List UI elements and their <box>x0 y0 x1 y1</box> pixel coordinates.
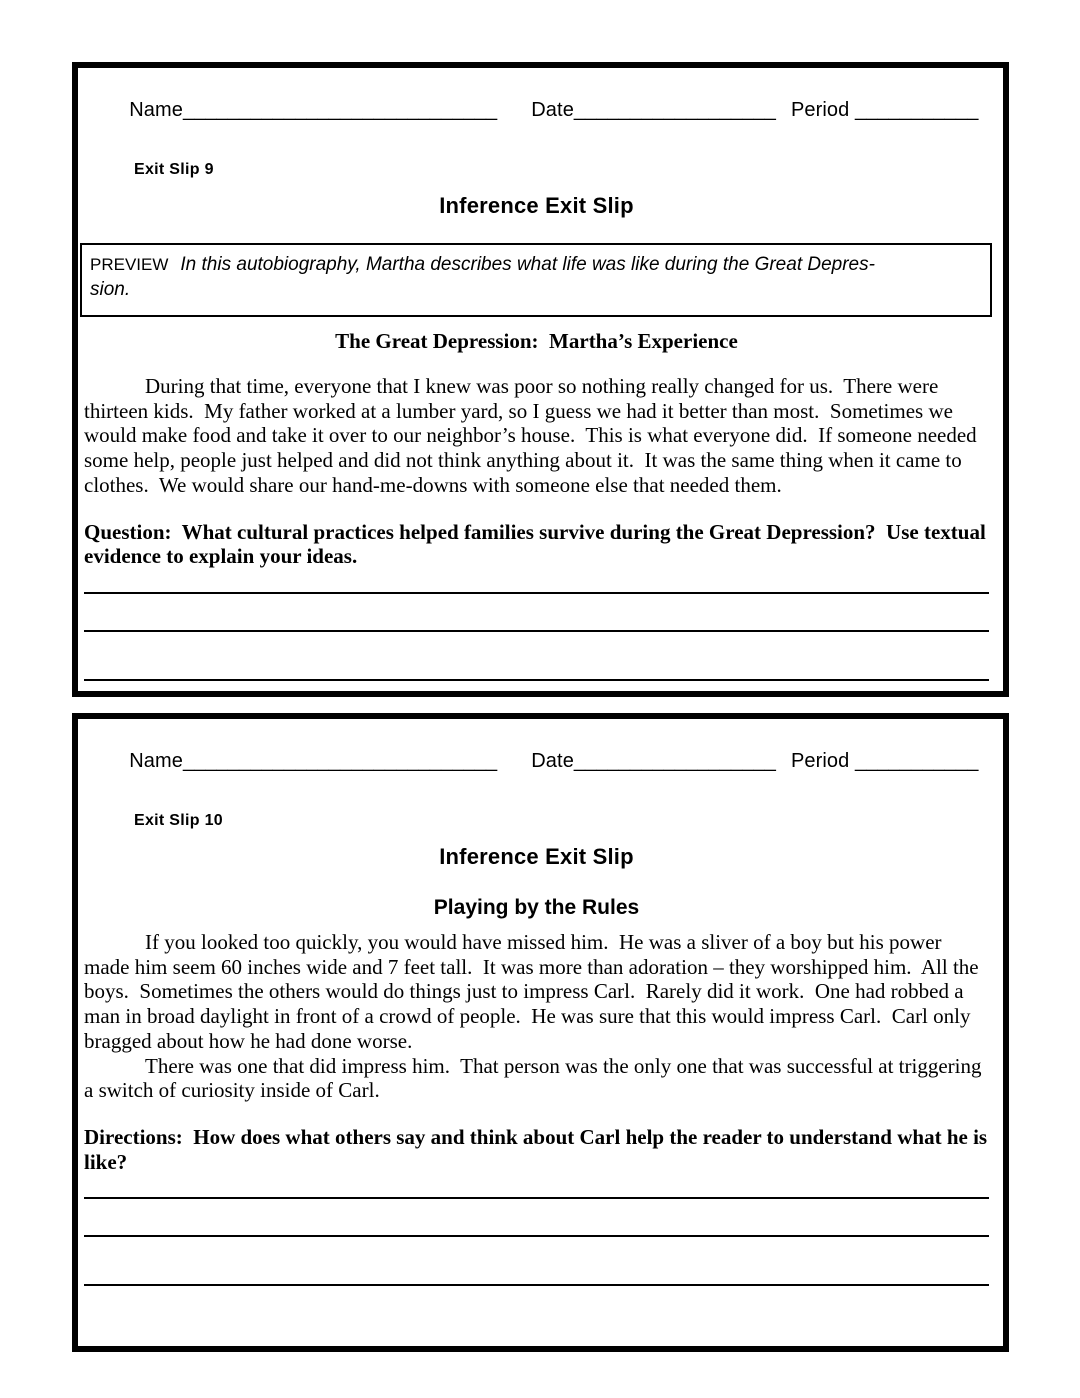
name-field <box>129 99 497 121</box>
directions-prompt: Directions: How does what others say and think about Carl help the reader to understand what he is like? <box>84 1124 993 1174</box>
preview-text-continued: sion. <box>90 279 131 300</box>
name-blank-line: ____________________________ <box>183 750 498 772</box>
exit-slip-number: Exit Slip 9 <box>134 161 214 178</box>
period-label: Period <box>790 99 856 121</box>
period-blank-line: ___________ <box>855 99 979 121</box>
answer-line <box>84 679 989 681</box>
name-blank-line: ____________________________ <box>183 99 498 121</box>
exit-slip-9-card <box>72 62 1009 697</box>
name-date-period-row <box>84 727 989 796</box>
answer-line <box>84 1197 989 1199</box>
exit-slip-number: Exit Slip 10 <box>134 812 223 829</box>
period-field <box>791 750 979 772</box>
date-label: Date <box>531 99 574 121</box>
name-label: Name <box>129 99 184 121</box>
passage-paragraph: During that time, everyone that I knew was poor so nothing really changed for us. There were thirteen kids. My father worked at a lumber yard, so I guess we had it better than most. Sometimes we would make food and take it over to our neighbor’s house. This is what everyone did. If someone needed some help, people just helped and did not think anything about it. It was the same thing when it came to clothes. We would share our hand-me-downs with someone else that needed them. <box>84 374 982 497</box>
period-label: Period <box>790 750 856 772</box>
period-blank-line: ___________ <box>855 750 979 772</box>
answer-line <box>84 592 989 594</box>
date-label: Date <box>531 750 574 772</box>
preview-label: PREVIEW <box>90 255 169 274</box>
name-date-period-row <box>84 76 989 145</box>
answer-line <box>84 630 989 632</box>
answer-line <box>84 1284 989 1286</box>
slip-title: Inference Exit Slip <box>439 844 634 869</box>
exit-slip-10-card <box>72 713 1009 1352</box>
passage-paragraph: There was one that did impress him. That person was the only one that was successful at triggering a switch of curiosity inside of Carl. <box>84 1053 987 1103</box>
name-label: Name <box>129 750 184 772</box>
passage-title: Playing by the Rules <box>433 896 640 919</box>
date-field <box>531 99 776 121</box>
date-blank-line: __________________ <box>573 750 776 772</box>
answer-line <box>84 1235 989 1237</box>
slip-title: Inference Exit Slip <box>439 193 634 218</box>
date-blank-line: __________________ <box>573 99 776 121</box>
preview-box <box>80 243 992 317</box>
name-field <box>129 750 497 772</box>
question-prompt: Question: What cultural practices helped families survive during the Great Depression? Use textual evidence to explain your ideas. <box>84 519 992 569</box>
passage-title: The Great Depression: Martha’s Experience <box>335 329 738 353</box>
period-field <box>791 99 979 121</box>
passage-paragraph: If you looked too quickly, you would have missed him. He was a sliver of a boy but his power made him seem 60 inches wide and 7 feet tall. It was more than adoration – they worshipped him. All the boys. Sometimes the others would do things just to impress Carl. Rarely did it work. One had robbed a man in broad daylight in front of a crowd of people. He was sure that this would impress Carl. Carl only bragged about how he had done worse. <box>84 930 984 1053</box>
date-field <box>531 750 776 772</box>
preview-text: In this autobiography, Martha describes what life was like during the Great Depres- <box>180 254 875 275</box>
